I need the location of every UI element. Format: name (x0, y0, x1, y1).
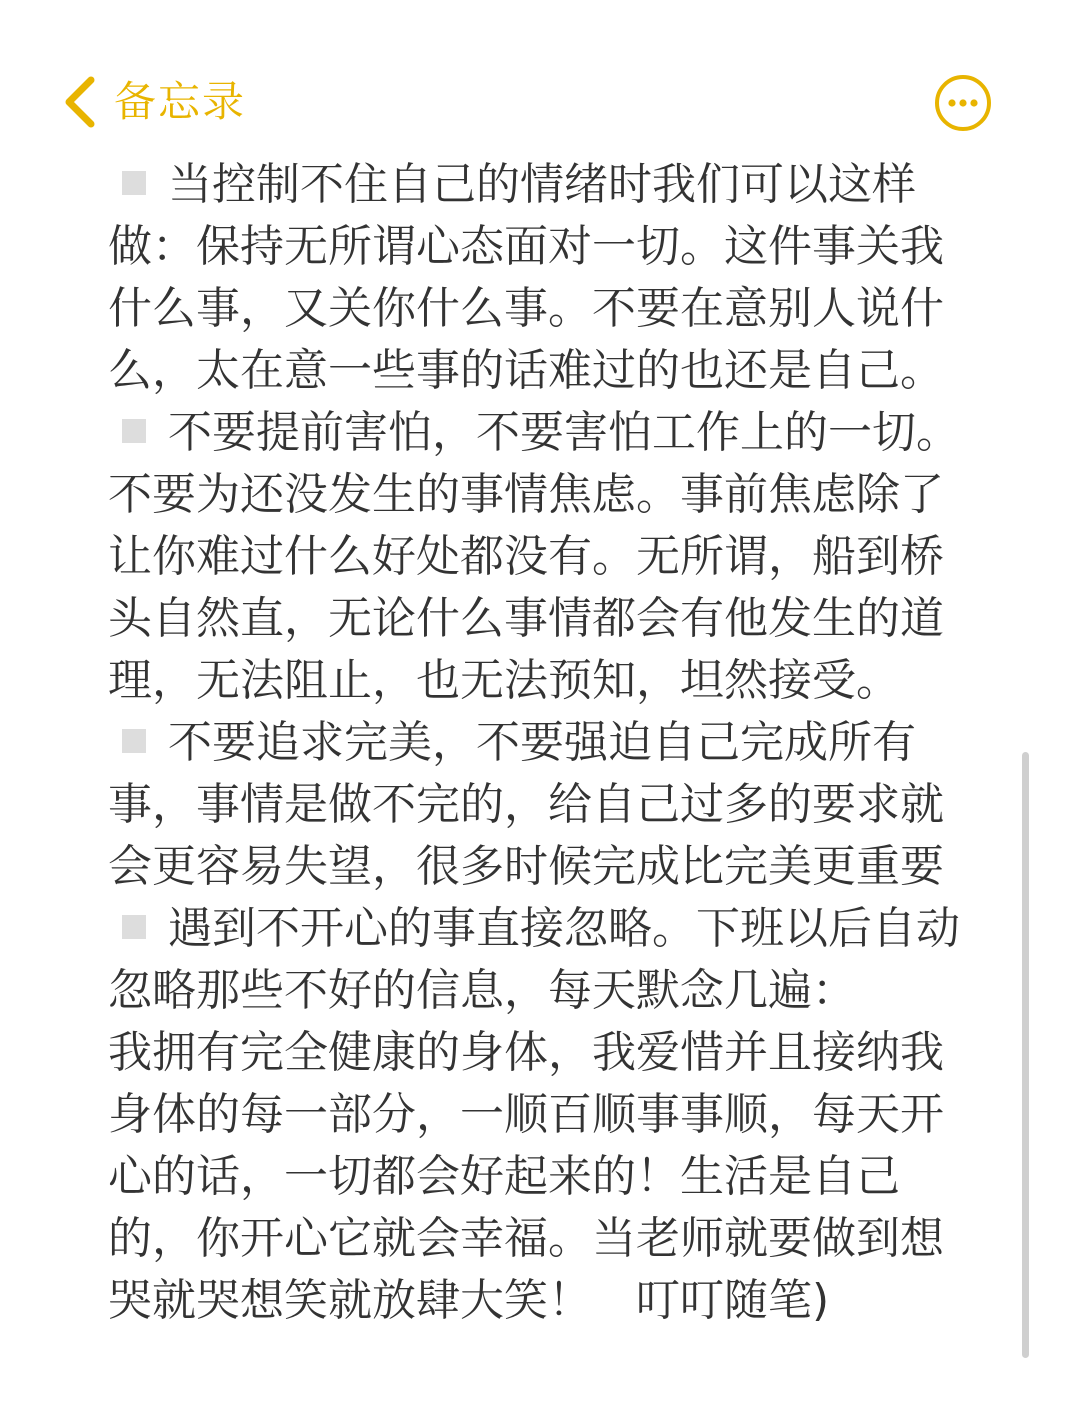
note-line-text: 心的话，一切都会好起来的！生活是自己 (108, 1151, 900, 1202)
note-line (108, 1270, 988, 1332)
note-line-text: 什么事，又关你什么事。不要在意别人说什 (108, 283, 944, 334)
bullet-square-icon (122, 729, 146, 753)
more-options-button[interactable] (934, 74, 992, 132)
note-line-text: 做：保持无所谓心态面对一切。这件事关我 (108, 221, 944, 272)
note-line (108, 960, 988, 1022)
note-line-text: 事，事情是做不完的，给自己过多的要求就 (108, 779, 944, 830)
note-line (108, 836, 988, 898)
note-line-text: 的，你开心它就会幸福。当老师就要做到想 (108, 1213, 944, 1264)
note-line (108, 588, 988, 650)
note-line-text: 当控制不住自己的情绪时我们可以这样 (168, 159, 916, 210)
back-button[interactable] (60, 70, 246, 134)
note-line-text: 头自然直，无论什么事情都会有他发生的道 (108, 593, 944, 644)
note-line-text: 不要为还没发生的事情焦虑。事前焦虑除了 (108, 469, 944, 520)
note-content[interactable] (108, 154, 988, 1332)
note-line (108, 898, 988, 960)
scrollbar[interactable] (1022, 752, 1029, 1358)
note-line (108, 1084, 988, 1146)
note-line (108, 774, 988, 836)
note-line (108, 216, 988, 278)
top-navigation-bar (0, 0, 1080, 150)
note-line-text: 忽略那些不好的信息，每天默念几遍： (108, 965, 856, 1016)
note-line (108, 278, 988, 340)
more-horizontal-circle-icon (934, 74, 992, 132)
note-line (108, 1022, 988, 1084)
note-line-text: 身体的每一部分，一顺百顺事事顺，每天开 (108, 1089, 944, 1140)
note-line-text: 哭就哭想笑就放肆大笑！ 叮叮随笔) (108, 1275, 830, 1326)
back-label: 备忘录 (114, 77, 247, 126)
note-line (108, 1208, 988, 1270)
bullet-square-icon (122, 915, 146, 939)
chevron-left-icon (60, 74, 100, 130)
note-line (108, 526, 988, 588)
note-line-text: 让你难过什么好处都没有。无所谓，船到桥 (108, 531, 944, 582)
note-line (108, 1146, 988, 1208)
note-line (108, 402, 988, 464)
note-line (108, 464, 988, 526)
chevron-left-icon-path (69, 80, 91, 124)
note-line (108, 712, 988, 774)
note-line-text: 理，无法阻止，也无法预知，坦然接受。 (108, 655, 900, 706)
bullet-square-icon (122, 419, 146, 443)
bullet-square-icon (122, 171, 146, 195)
note-line (108, 650, 988, 712)
note-line (108, 154, 988, 216)
note-line-text: 不要追求完美，不要强迫自己完成所有 (168, 717, 916, 768)
note-line-text: 不要提前害怕，不要害怕工作上的一切。 (168, 407, 960, 458)
note-line-text: 我拥有完全健康的身体，我爱惜并且接纳我 (108, 1027, 944, 1078)
note-line (108, 340, 988, 402)
note-line-text: 么，太在意一些事的话难过的也还是自己。 (108, 345, 944, 396)
note-line-text: 遇到不开心的事直接忽略。下班以后自动 (168, 903, 960, 954)
note-line-text: 会更容易失望，很多时候完成比完美更重要 (108, 841, 944, 892)
